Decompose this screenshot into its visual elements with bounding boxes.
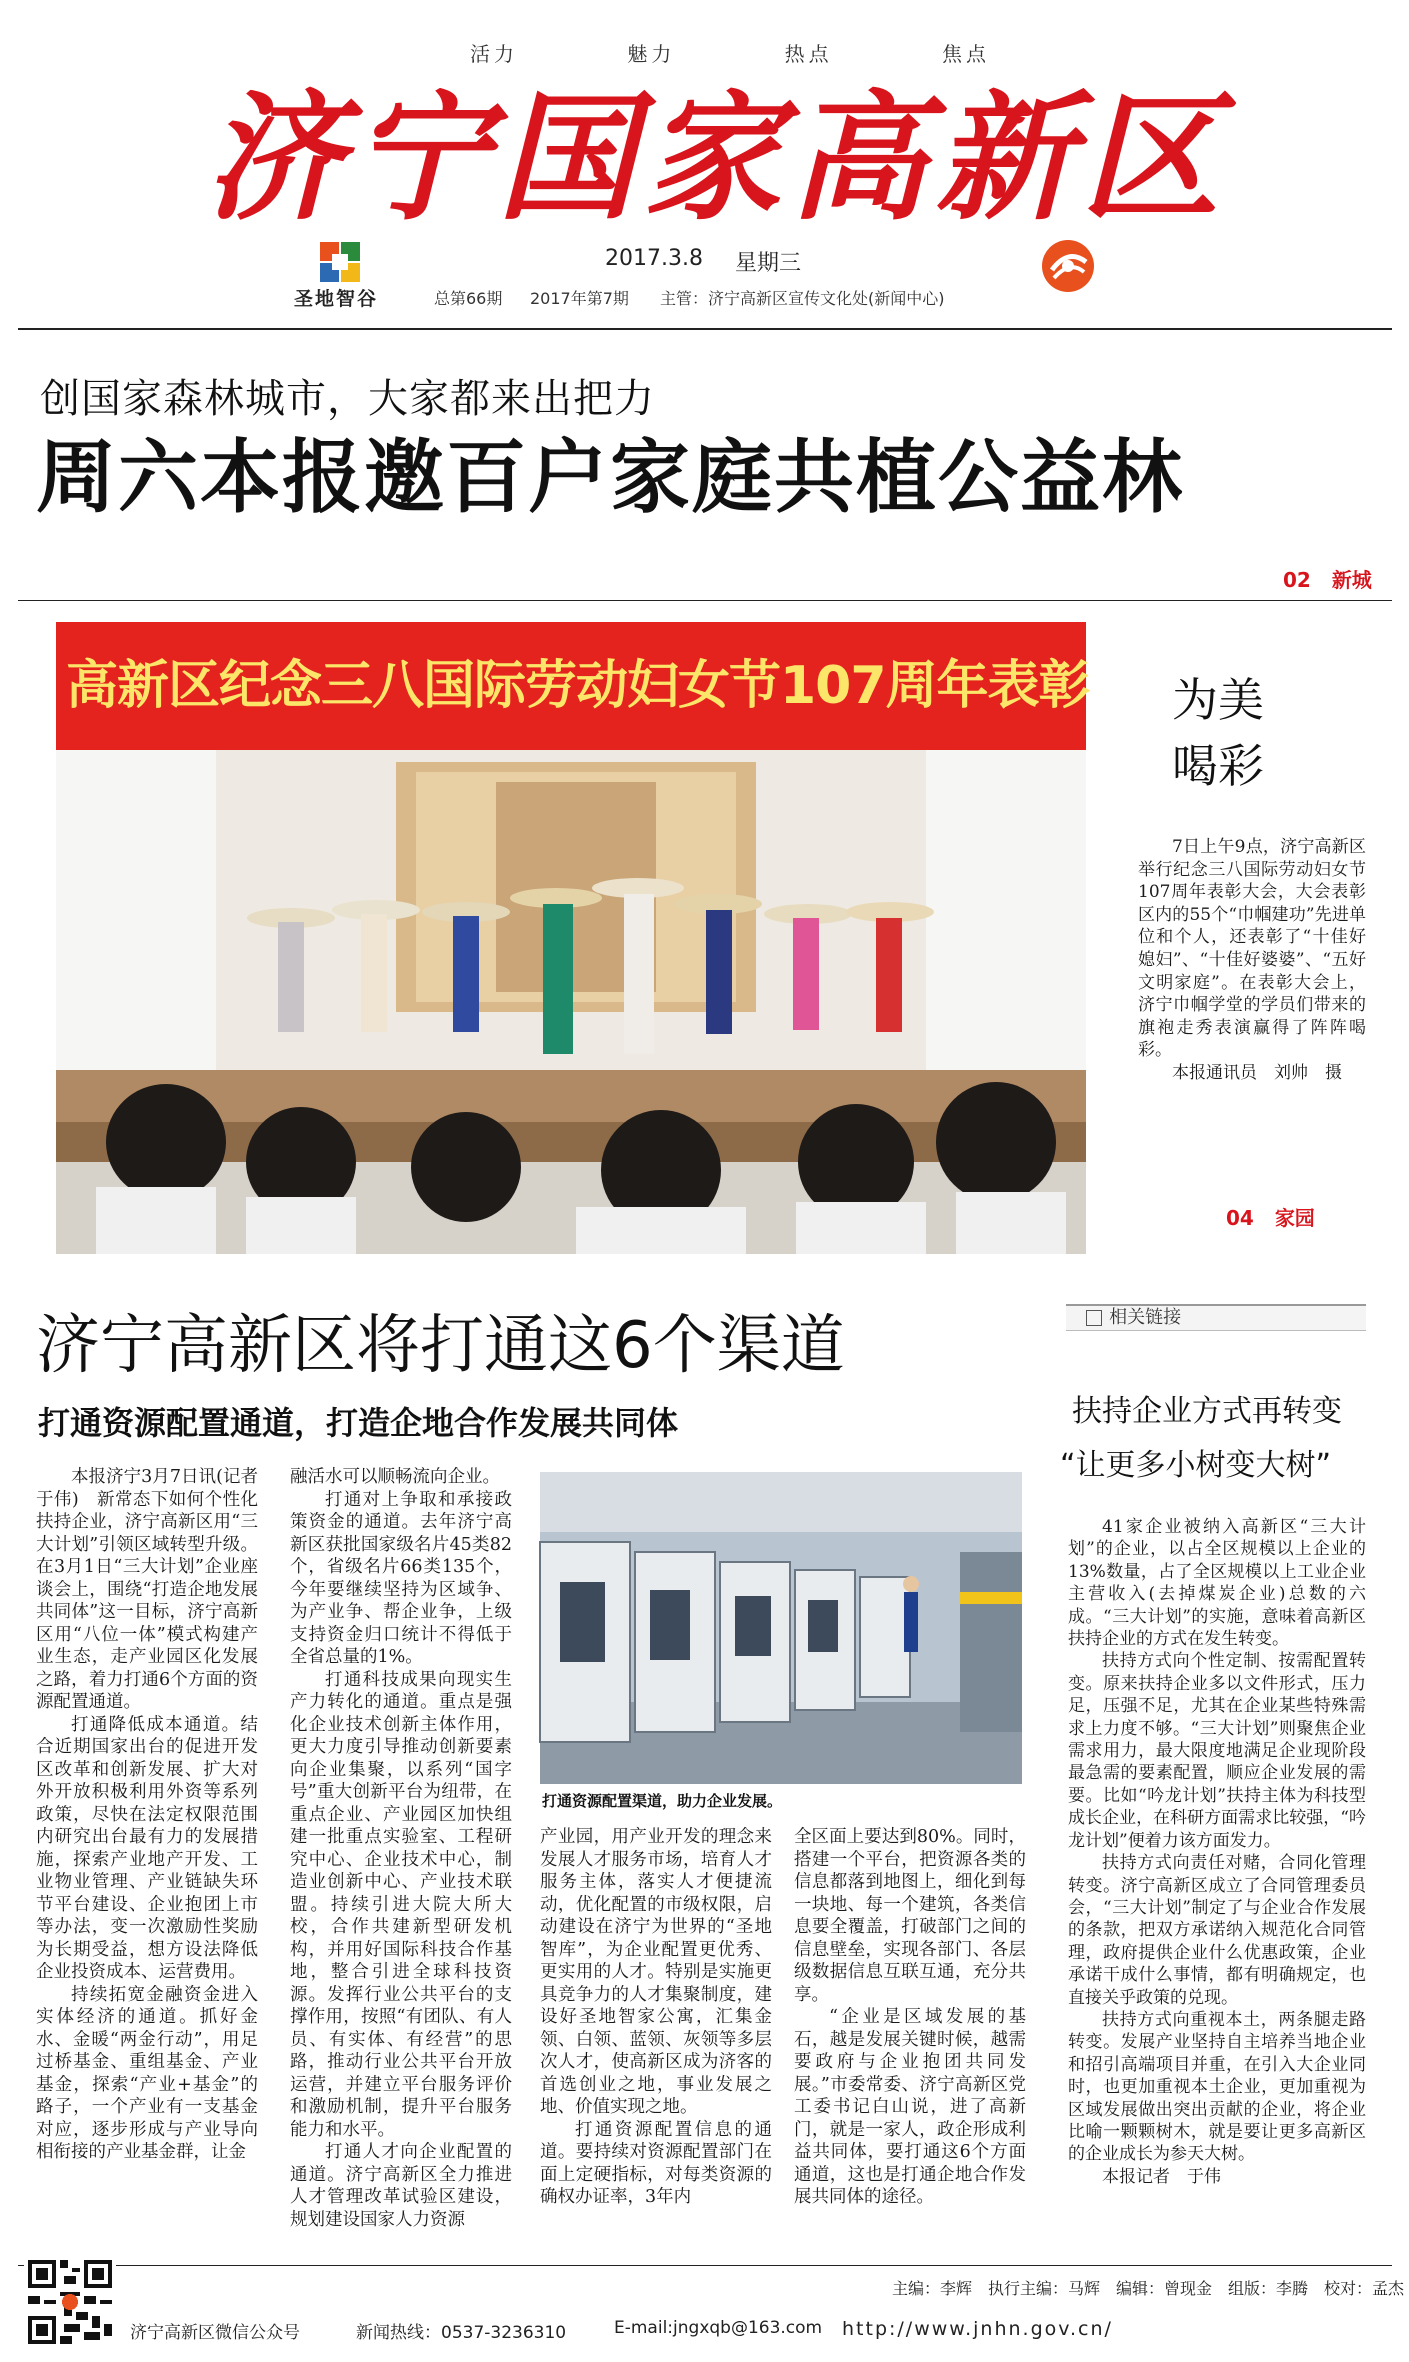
paragraph: 打通资源配置信息的通道。要持续对资源配置部门在面上定硬指标，对每类资源的确权办证率，3年内 bbox=[540, 2119, 772, 2207]
page-ref-number: 04 bbox=[1226, 1206, 1254, 1230]
paragraph: “企业是区域发展的基石，越是发展关键时候，越需要政府与企业抱团共同发展。”市委常委、济宁高新区党工委书记白山说，进了高新门，就是一家人，政企形成利益共同体，要打通这6个方面通道，这也是打通企地合作发展共同体的途径。 bbox=[794, 2007, 1026, 2207]
story-column-3 bbox=[540, 1826, 772, 2226]
story-column-4 bbox=[794, 1826, 1026, 2226]
paragraph: 打通人才向企业配置的通道。济宁高新区全力推进人才管理改革试验区建设，规划建设国家人力资源 bbox=[290, 2142, 512, 2230]
sidebar-body bbox=[1068, 1516, 1366, 2236]
slogan: 魅力 bbox=[627, 42, 676, 66]
slogan-row bbox=[470, 38, 990, 66]
footer-website-link[interactable]: http://www.jnhn.gov.cn/ bbox=[842, 2318, 1113, 2340]
caption-byline: 本报通讯员 刘帅 摄 bbox=[1172, 1062, 1342, 1083]
publisher: 主管：济宁高新区宣传文化处(新闻中心) bbox=[660, 289, 945, 308]
paragraph: 打通科技成果向现实生产力转化的通道。重点是强化企业技术创新主体作用，更大力度引导推动创新要素向企业集聚，以系列“国字号”重大创新平台为纽带，在重点企业、产业园区加快组建一批重点实验室、工程研究中心、企业技术中心，制造业创新中心、产业技术联盟。持续引进大院大所大校，合作共建新型研发机构，并用好国际科技合作基地，整合引进全球科技资源。发挥行业公共平台的支撑作用，按照“有团队、有人员、有实体、有经营”的思路，推动行业公共平台开放运营，并建立平台服务评价和激励机制，提升平台服务能力和水平。 bbox=[290, 1669, 512, 2140]
paragraph: 41家企业被纳入高新区“三大计划”的企业，以占全区规模以上企业的13%数量，占了全区规模以上工业企业主营收入(去掉煤炭企业)总数的六成。“三大计划”的实施，意味着高新区扶持企业的方式在发生转变。 bbox=[1068, 1517, 1366, 1650]
slogan: 焦点 bbox=[941, 42, 990, 66]
issue-year: 2017年第7期 bbox=[530, 289, 629, 308]
issue-date: 2017.3.8 bbox=[605, 246, 703, 271]
feature-side-title-2: 喝彩 bbox=[1172, 739, 1264, 793]
sidebar-title-1: 扶持企业方式再转变 bbox=[1072, 1394, 1342, 1429]
page-ref[interactable] bbox=[1283, 564, 1372, 593]
sidebar-tag-label: 相关链接 bbox=[1109, 1307, 1182, 1328]
paragraph: 本报济宁3月7日讯(记者 于伟) 新常态下如何个性化扶持企业，济宁高新区用“三大计划”引领区域转型升级。在3月1日“三大计划”企业座谈会上，围绕“打造企地发展共同体”这一目标，济宁高新区用“八位一体”模式构建产业生态，走产业园区化发展之路，着力打通6个方面的资源配置通道。 bbox=[36, 1467, 276, 1712]
photo-banner-text: 高新区纪念三八国际劳动妇女节107周年表彰 bbox=[66, 656, 1090, 716]
story-column-1 bbox=[36, 1466, 276, 2226]
footer-wechat: 济宁高新区微信公众号 bbox=[130, 2323, 300, 2343]
footer-credits: 主编：李辉 执行主编：马辉 编辑：曾现金 组版：李腾 校对：孟杰 bbox=[892, 2279, 1405, 2298]
issue-weekday: 星期三 bbox=[735, 251, 802, 276]
sidebar-byline: 本报记者 于伟 bbox=[1102, 2166, 1221, 2187]
sidebar-tag-icon bbox=[1086, 1310, 1102, 1326]
lead-headline: 周六本报邀百户家庭共植公益林 bbox=[36, 431, 1184, 524]
factory-photo-caption: 打通资源配置渠道，助力企业发展。 bbox=[542, 1792, 783, 1810]
page-ref-number: 02 bbox=[1283, 568, 1311, 592]
paragraph: 打通降低成本通道。结合近期国家出台的促进开发区改革和创新发展、扩大对外开放积极利用外资等系列政策，尽快在法定权限范围内研究出台最有力的发展措施，探索产业地产开发、工业物业管理、产业链缺失环节平台建设、企业抱团上市等办法，变一次激励性奖励为长期受益，想方设法降低企业投资成本、运营费用。 bbox=[36, 1714, 258, 1982]
masthead-divider bbox=[18, 328, 1392, 330]
lead-kicker: 创国家森林城市，大家都来出把力 bbox=[40, 376, 655, 422]
brand-name: 圣地智谷 bbox=[294, 288, 379, 310]
photo-banner bbox=[56, 622, 1090, 750]
feature-page-ref[interactable] bbox=[1226, 1202, 1315, 1231]
paragraph: 扶持方式向个性定制、按需配置转变。原来扶持企业多以文件形式，压力足，压强不足，尤其在企业某些特殊需求上力度不够。“三大计划”则聚焦企业需求用力，最大限度地满足企业现阶段最急需的要素配置，顺应企业发展的需要。比如“吟龙计划”扶持主体为科技型成长企业，在科研方面需求比较强，“吟龙计划”便着力该方面发力。 bbox=[1068, 1651, 1366, 1851]
page-ref-name: 家园 bbox=[1274, 1206, 1315, 1230]
main-subhead: 打通资源配置通道，打造企地合作发展共同体 bbox=[38, 1404, 679, 1442]
factory-photo bbox=[540, 1472, 1022, 1784]
caption-text: 7日上午9点，济宁高新区举行纪念三八国际劳动妇女节107周年表彰大会，大会表彰区内的55个“巾帼建功”先进单位和个人，还表彰了“十佳好媳妇”、“十佳好婆婆”、“五好文明家庭”。在表彰大会上，济宁巾帼学堂的学员们带来的旗袍走秀表演赢得了阵阵喝彩。 bbox=[1138, 837, 1366, 1061]
feature-side-title-1: 为美 bbox=[1172, 673, 1264, 727]
sidebar-title-2: “让更多小树变大树” bbox=[1060, 1448, 1332, 1483]
slogan: 活力 bbox=[470, 42, 518, 66]
paragraph: 打通对上争取和承接政策资金的通道。去年济宁高新区获批国家级名片45类82个，省级名片66类135个，今年要继续坚持为区域争、为产业争、帮企业争，上级支持资金归口统计不得低于全省总量的1%。 bbox=[290, 1489, 512, 1667]
feature-photo bbox=[56, 622, 1090, 1254]
emblem-logo bbox=[1040, 238, 1096, 294]
paragraph: 扶持方式向责任对赌，合同化管理转变。济宁高新区成立了合同管理委员会，“三大计划”制定了与企业合作发展的条款，把双方承诺纳入规范化合同管理，政府提供企业什么优惠政策，企业承诺干成什么事情，都有明确规定，也直接关乎政策的兑现。 bbox=[1068, 1853, 1366, 2008]
slogan: 热点 bbox=[784, 42, 833, 66]
main-headline: 济宁高新区将打通这6个渠道 bbox=[36, 1309, 845, 1383]
sidebar-tag bbox=[1066, 1304, 1366, 1331]
masthead bbox=[0, 0, 1409, 335]
paragraph: 产业园，用产业开发的理念来发展人才服务市场，培育人才服务主体，落实人才便捷流动，优化配置的市级权限，启动建设在济宁为世界的“圣地智库”，为企业配置更优秀、更实用的人才。特别是实施更具竞争力的人才集聚制度，建设好圣地智家公寓，汇集金领、白领、蓝领、灰领等多层次人才，使高新区成为济客的首选创业之地，事业发展之地、价值实现之地。 bbox=[540, 1827, 772, 2117]
masthead-title: 济宁国家高新区 bbox=[205, 76, 1228, 239]
brand-logo bbox=[318, 240, 362, 284]
story-column-2 bbox=[290, 1466, 512, 2230]
footer-email[interactable]: E-mail:jngxqb@163.com bbox=[614, 2318, 823, 2338]
footer-hotline: 新闻热线：0537-3236310 bbox=[356, 2323, 567, 2343]
feature-caption bbox=[1138, 836, 1366, 1085]
issue-total: 总第66期 bbox=[434, 289, 503, 308]
paragraph: 扶持方式向重视本土，两条腿走路转变。发展产业坚持自主培养当地企业和招引高端项目并重，在引入大企业同时，也更加重视本土企业，更加重视为区域发展做出突出贡献的企业，将企业比喻一颗颗树木，就是要让更多高新区的企业成长为参天大树。 bbox=[1068, 2009, 1366, 2165]
section-divider bbox=[18, 600, 1392, 601]
page-ref-name: 新城 bbox=[1331, 568, 1372, 592]
wechat-qr-code[interactable] bbox=[24, 2256, 116, 2348]
paragraph: 持续拓宽金融资金进入实体经济的通道。抓好金水、金暖“两金行动”，用足过桥基金、重组基金、产业基金，探索“产业+基金”的路子，一个产业有一支基金对应，逐步形成与产业导向相衔接的产业基金群，让金 bbox=[36, 1984, 258, 2162]
paragraph: 融活水可以顺畅流向企业。 bbox=[290, 1467, 500, 1487]
paragraph: 全区面上要达到80%。同时，搭建一个平台，把资源各类的信息都落到地图上，细化到每一块地、每一个建筑，各类信息要全覆盖，打破部门之间的信息壁垒，实现各部门、各层级数据信息互联互通，充分共享。 bbox=[794, 1827, 1026, 2005]
footer-divider bbox=[18, 2265, 1392, 2266]
